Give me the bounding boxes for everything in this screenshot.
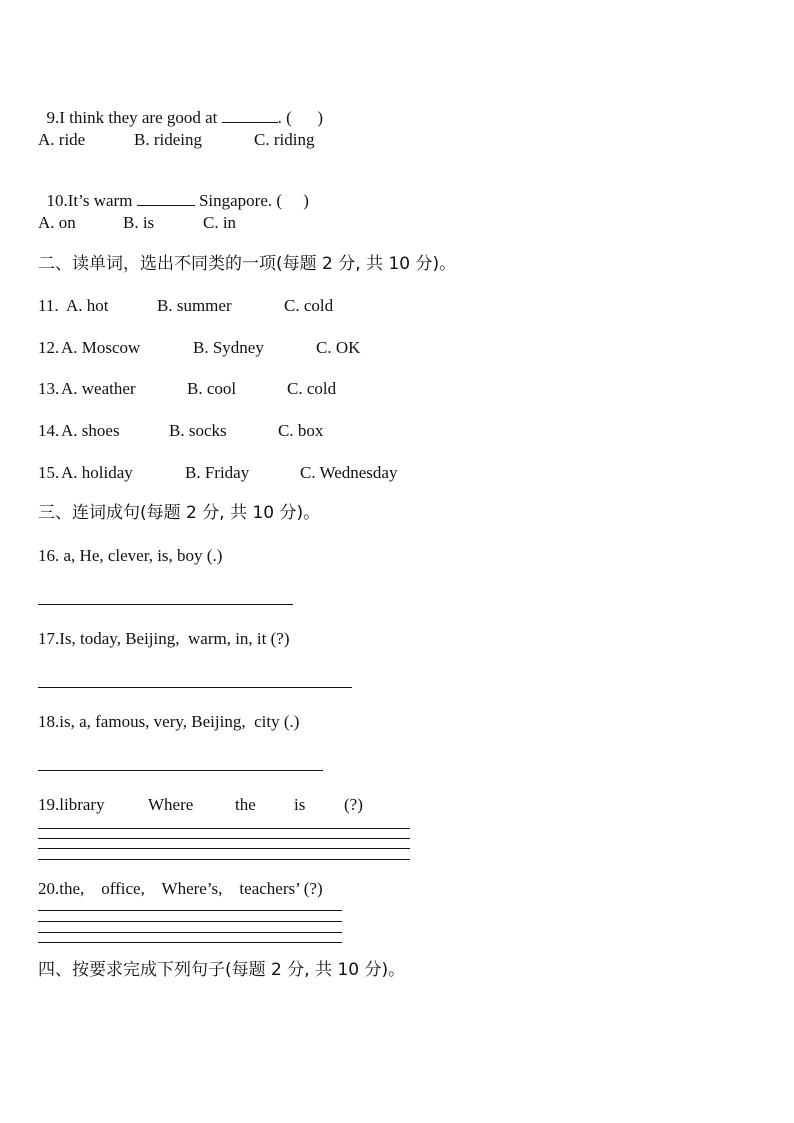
answer-line[interactable] [38,687,352,688]
word: (?) [344,795,363,814]
option-b[interactable]: B. is [123,213,155,232]
answer-blank[interactable] [137,191,195,206]
option-c[interactable]: C. cold [287,379,337,398]
word: the [235,795,256,814]
option-a[interactable]: A. weather [61,379,136,398]
writing-line[interactable] [38,859,410,860]
question-number: 15. [38,463,60,482]
option-a[interactable]: A. on [38,213,76,232]
question-9-paren: . ( ) [277,108,323,127]
question-16-text: 16. a, He, clever, is, boy (.) [38,546,223,565]
question-number: 13. [38,379,60,398]
option-a[interactable]: A. hot [66,296,109,315]
option-b[interactable]: B. Sydney [193,338,264,357]
option-b[interactable]: B. cool [187,379,237,398]
question-10-paren: Singapore. ( ) [194,191,309,210]
question-17-text: 17.Is, today, Beijing, warm, in, it (?) [38,629,290,648]
option-a[interactable]: A. ride [38,130,86,149]
option-c[interactable]: C. box [278,421,324,440]
option-a[interactable]: A. holiday [61,463,133,482]
section-2-title: 二、读单词，选出不同类的一项(每题 2 分, 共 10 分)。 [38,254,457,274]
question-9 [38,88,323,128]
option-a[interactable]: A. shoes [61,421,120,440]
question-number: 12. [38,338,60,357]
question-14 [38,421,59,441]
word: is [294,795,306,814]
option-c[interactable]: C. OK [316,338,361,357]
question-18-text: 18.is, a, famous, very, Beijing, city (.) [38,712,300,731]
writing-line[interactable] [38,942,342,943]
option-c[interactable]: C. riding [254,130,315,149]
option-b[interactable]: B. Friday [185,463,250,482]
question-11 [38,296,63,316]
option-c[interactable]: C. in [203,213,237,232]
question-20-text: 20.the, office, Where’s, teachers’ (?) [38,879,323,898]
question-9-text: 9.I think they are good at [46,108,222,127]
section-4-title: 四、按要求完成下列句子(每题 2 分, 共 10 分)。 [38,960,406,980]
option-c[interactable]: C. cold [284,296,334,315]
writing-line[interactable] [38,932,342,933]
answer-line[interactable] [38,770,323,771]
option-c[interactable]: C. Wednesday [300,463,398,482]
writing-line[interactable] [38,910,342,911]
question-number: 11. [38,296,63,315]
option-b[interactable]: B. socks [169,421,227,440]
question-10 [38,171,309,211]
writing-line[interactable] [38,848,410,849]
question-15 [38,463,59,483]
word: 19.library [38,795,105,814]
option-a[interactable]: A. Moscow [61,338,141,357]
question-13 [38,379,59,399]
writing-line[interactable] [38,838,410,839]
word: Where [148,795,194,814]
answer-line[interactable] [38,604,293,605]
writing-line[interactable] [38,828,410,829]
writing-line[interactable] [38,921,342,922]
section-3-title: 三、连词成句(每题 2 分, 共 10 分)。 [38,503,321,523]
question-number: 14. [38,421,60,440]
option-b[interactable]: B. summer [157,296,232,315]
option-b[interactable]: B. rideing [134,130,202,149]
question-10-text: 10.It’s warm [46,191,137,210]
question-12 [38,338,59,358]
answer-blank[interactable] [222,108,278,123]
